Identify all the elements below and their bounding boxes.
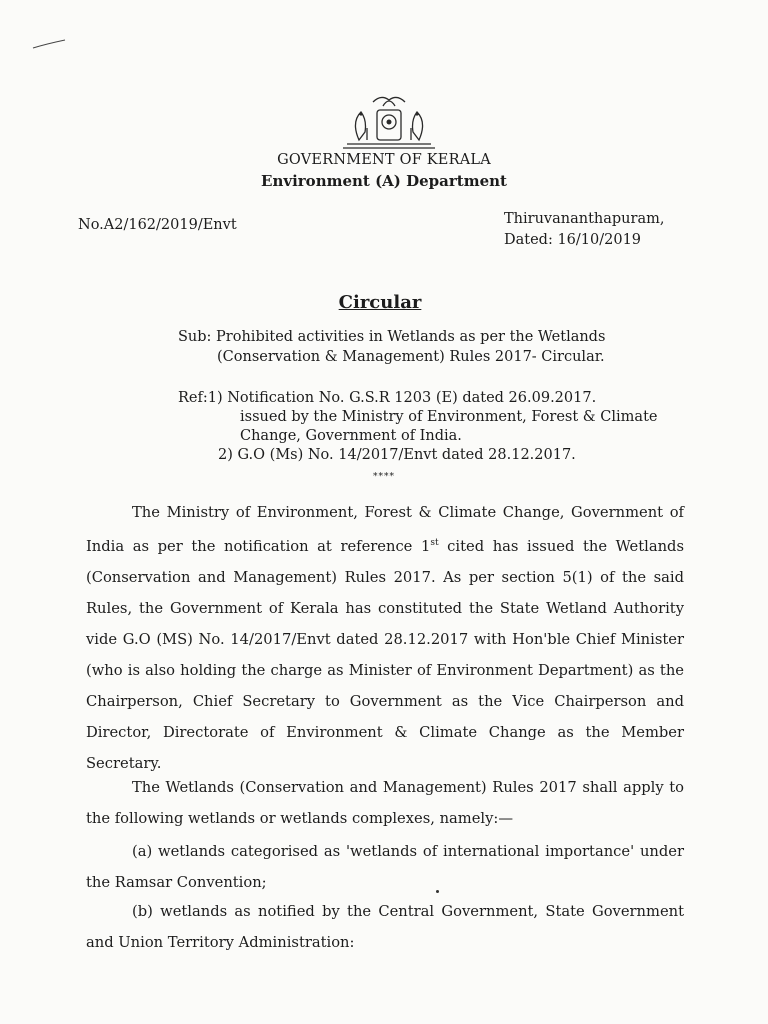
subject-line-2: (Conservation & Management) Rules 2017- Circular.	[217, 349, 605, 365]
place-date-block	[504, 209, 664, 251]
place: Thiruvananthapuram,	[504, 211, 665, 227]
para2-text: The Wetlands (Conservation and Management) Rules 2017 shall apply to the following wetlands or wetlands complexes, namely:—	[86, 779, 684, 827]
pen-stroke-mark	[32, 38, 66, 50]
para1-text-b: cited has issued the Wetlands (Conservation and Management) Rules 2017. As per section 5(1) of the said Rules, the Government of Kerala has constituted the State Wetland Authority vide G.O (MS) No. 14/2017/Envt dated 28.12.2017 with Hon'ble Chief Minister (who is also holding the charge as Minister of Environment Department) as the Chairperson, Chief Secretary to Government as the Vice Chairperson and Director, Directorate of Environment & Climate Change as the Member Secretary.	[86, 537, 684, 772]
para1-superscript: st	[430, 538, 439, 548]
department-name: Environment (A) Department	[261, 172, 507, 190]
item-a-text: (a) wetlands categorised as 'wetlands of international importance' under the Ramsar Convention;	[86, 843, 684, 891]
reference-line-4: 2) G.O (Ms) No. 14/2017/Envt dated 28.12.2017.	[218, 447, 576, 463]
stray-ink-dot	[436, 890, 439, 893]
body-paragraph-2	[86, 772, 684, 834]
date: Dated: 16/10/2019	[504, 232, 642, 248]
list-item-a	[86, 836, 684, 898]
reference-line-3: Change, Government of India.	[240, 428, 462, 444]
kerala-emblem-icon	[337, 92, 441, 150]
item-b-text: (b) wetlands as notified by the Central Government, State Government and Union Territory Administration:	[86, 903, 684, 951]
government-name: GOVERNMENT OF KERALA	[277, 152, 491, 168]
document-title: Circular	[338, 292, 422, 313]
separator-stars: ****	[373, 472, 395, 482]
subject-block	[178, 327, 605, 367]
reference-line-1: Ref:1) Notification No. G.S.R 1203 (E) dated 26.09.2017.	[178, 390, 597, 406]
reference-line-2: issued by the Ministry of Environment, Forest & Climate	[240, 409, 658, 425]
body-paragraph-1	[86, 497, 684, 779]
subject-line-1: Sub: Prohibited activities in Wetlands as per the Wetlands	[178, 329, 606, 345]
file-number: No.A2/162/2019/Envt	[78, 217, 237, 233]
list-item-b	[86, 896, 684, 958]
para1-text-a: The Ministry of Environment, Forest & Climate Change, Government of India as per the notification at reference 1	[86, 504, 684, 555]
reference-block	[178, 389, 657, 465]
